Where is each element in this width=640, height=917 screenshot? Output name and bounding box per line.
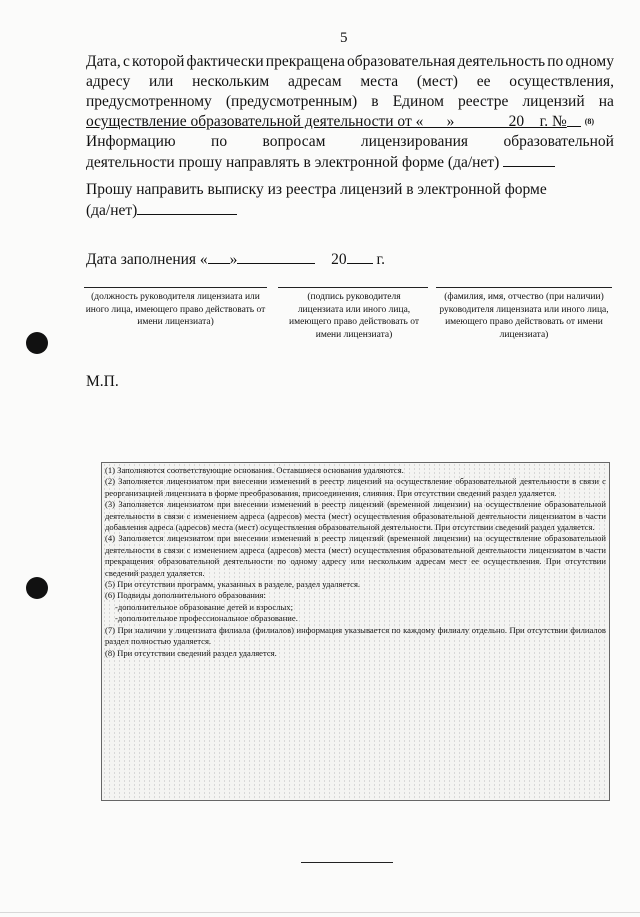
position-caption: (должность руководителя лицензиата или иного лица, имеющего право действовать от имени лицензиата): [85, 292, 266, 327]
day-blank[interactable]: [208, 249, 230, 264]
extract-request-paragraph: [86, 180, 614, 221]
footnote-subitem: -дополнительное профессиональное образование.: [115, 613, 298, 624]
footnote: (2) Заполняется лицензиатом при внесении изменений в реестр лицензий на осуществление образовательной деятельности в связи с реорганизацией лицензиата в форме преобразования, присоединения, слияния. При отсутствии сведений раздел удаляется.: [105, 476, 606, 498]
footnote-marker: (8): [584, 117, 595, 126]
word: по: [211, 133, 228, 150]
bottom-rule: [301, 862, 393, 863]
open-quote: «: [199, 251, 208, 268]
close-quote: »: [229, 251, 238, 268]
word: деятельность: [457, 53, 546, 70]
word: в: [371, 93, 379, 110]
word: которой: [131, 53, 185, 70]
name-signature-line: [436, 287, 612, 288]
footnote: (5) При отсутствии программ, указанных в разделе, раздел удаляется.: [105, 579, 361, 590]
word: по: [547, 53, 564, 70]
word: предусмотренному: [86, 93, 212, 110]
word: вопросам: [262, 133, 326, 150]
word: адресу: [86, 73, 131, 90]
word: с: [122, 53, 130, 70]
footnote: (7) При наличии у лицензиата филиала (филиалов) информация указывается по каждому филиалу отдельно. При отсутствии филиалов раздел полностью удаляется.: [105, 624, 606, 647]
paragraph-line: [86, 52, 614, 72]
yes-no-blank[interactable]: [503, 152, 555, 167]
punch-hole: [26, 332, 48, 354]
word: ее: [476, 73, 491, 90]
year-suffix: г.: [376, 251, 386, 268]
signature-caption: (подпись руководителя лицензиата или иного лица, имеющего право действовать от имени лицензиата): [289, 292, 419, 340]
number-blank: [567, 112, 581, 127]
word: адресам: [288, 73, 342, 90]
word: лицензирования: [360, 133, 469, 150]
cessation-date-field-line: осуществление образовательной деятельности от « » 20 г. №: [86, 113, 567, 130]
word: прекращена: [265, 53, 345, 70]
paragraph-line: [86, 92, 614, 112]
paragraph-line: [86, 112, 614, 132]
word: (мест): [416, 73, 458, 90]
extract-request-text: Прошу направить выписку из реестра лицензий в электронной форме: [86, 181, 547, 198]
footnote: (1) Заполняются соответствующие основания. Оставшиеся основания удаляются.: [105, 465, 404, 475]
word: лицензий: [522, 93, 585, 110]
year-prefix: 20: [331, 251, 347, 268]
month-blank[interactable]: [237, 249, 315, 264]
yes-no-blank[interactable]: [137, 200, 237, 215]
word: на: [598, 93, 614, 110]
stamp-label: М.П.: [86, 373, 119, 390]
electronic-info-paragraph: [86, 132, 614, 173]
word: образовательной: [503, 133, 614, 150]
paragraph-line: [86, 132, 614, 152]
footnotes-box: [101, 462, 610, 801]
word: одному: [565, 53, 614, 70]
page-edge: [0, 912, 640, 913]
word: Информацию: [86, 133, 176, 150]
paragraph-line: [86, 152, 614, 173]
footnote: (6) Подвиды дополнительного образования:: [105, 590, 266, 601]
word: осуществления,: [509, 73, 614, 90]
yes-no-label: (да/нет): [86, 202, 138, 219]
footnote: (8) При отсутствии сведений раздел удаляется.: [105, 647, 277, 658]
electronic-info-text: деятельности прошу направлять в электронной форме (да/нет): [86, 154, 500, 171]
signature-line: [278, 287, 428, 288]
word: Едином: [392, 93, 444, 110]
word: (предусмотренным): [225, 93, 358, 110]
word: Дата,: [86, 53, 121, 70]
word: реестре: [457, 93, 509, 110]
word: или: [148, 73, 174, 90]
word: места: [360, 73, 399, 90]
punch-hole: [26, 577, 48, 599]
word: фактически: [186, 53, 264, 70]
footnote: (4) Заполняется лицензиатом при внесении изменений в реестр лицензий (временной лицензии) на осуществление образовательной деятельности в связи с изменением адреса (адресов) места (мест) осуществления образовательной деятельности лицензиатом в части прекращения образовательной деятельности по одному адресу или нескольким адресам мест ее осуществления. При отсутствии сведений раздел удаляется.: [105, 533, 606, 578]
footnote: (3) Заполняется лицензиатом при внесении изменений в реестр лицензий (временной лицензии) на осуществление образовательной деятельности в связи с изменением адреса (адресов) места (мест) осуществления образовательной деятельности лицензиатом в части добавления адреса (адресов) места (мест) осуществления образовательной деятельности. При отсутствии сведений раздел удаляется.: [105, 499, 606, 533]
full-name-caption: (фамилия, имя, отчество (при наличии) руководителя лицензиата или иного лица, имеющего право действовать от имени лицензиата): [439, 292, 609, 340]
cessation-date-paragraph: [86, 52, 614, 132]
paragraph-line: [86, 72, 614, 92]
footnote-subitem: -дополнительное образование детей и взрослых;: [115, 601, 293, 612]
fill-date-label: Дата заполнения: [86, 251, 197, 268]
fill-date-line: [86, 249, 385, 269]
position-signature-line: [84, 287, 267, 288]
word: образовательная: [347, 53, 456, 70]
page-number: 5: [340, 30, 348, 46]
word: нескольким: [192, 73, 270, 90]
year-blank[interactable]: [347, 249, 373, 264]
